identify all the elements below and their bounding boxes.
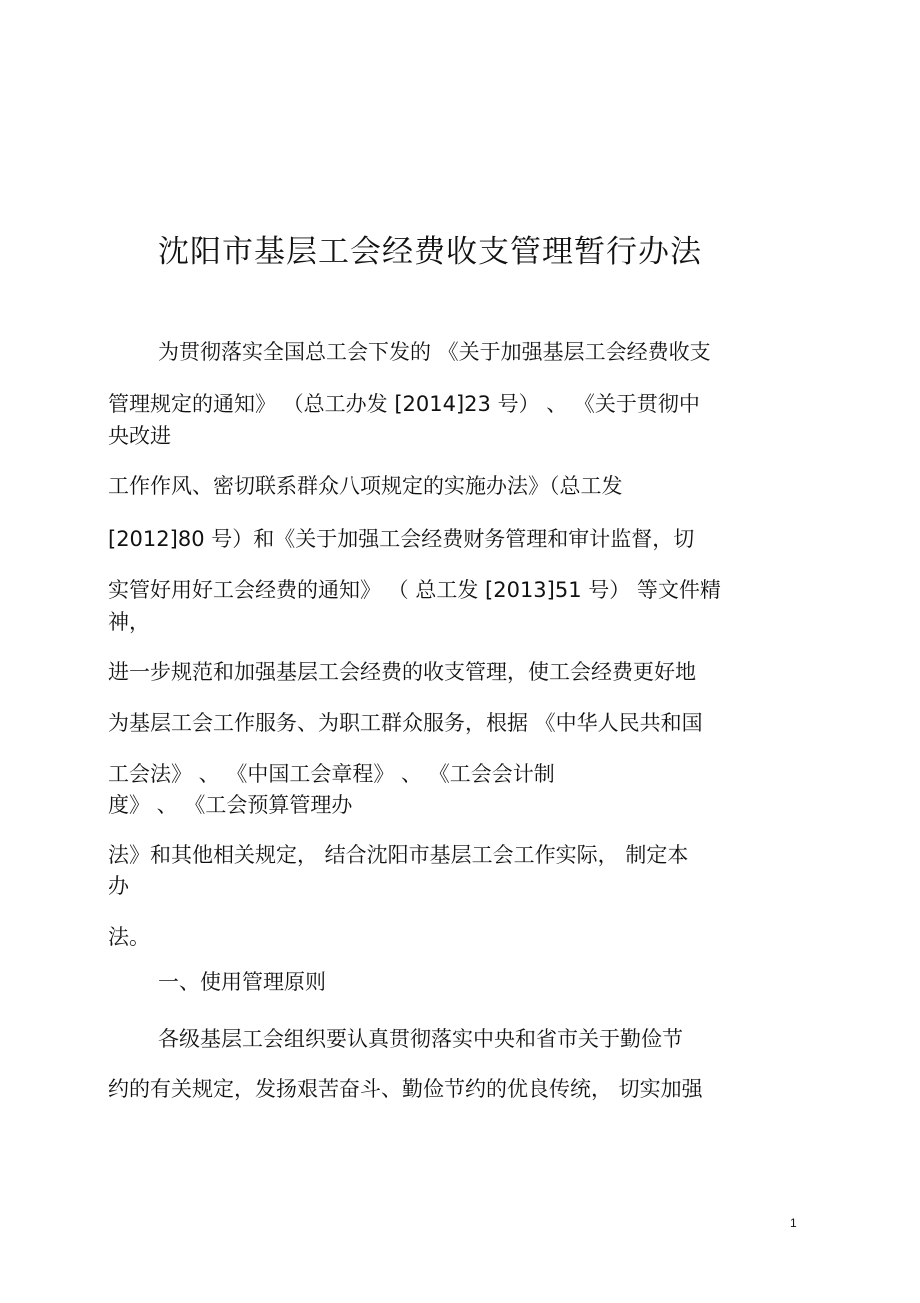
paragraph-line: 度》 、 《工会预算管理办 (108, 793, 353, 817)
paragraph-line: 为基层工会工作服务、为职工群众服务，根据 《中华人民共和国 (108, 711, 703, 735)
paragraph-line: 各级基层工会组织要认真贯彻落实中央和省市关于勤俭节 (158, 1027, 683, 1051)
paragraph-line: 约的有关规定，发扬艰苦奋斗、勤俭节约的优良传统， 切实加强 (108, 1077, 703, 1101)
paragraph-line: 法。 (108, 925, 150, 949)
paragraph-line: 神， (108, 610, 150, 634)
paragraph-line: 进一步规范和加强基层工会经费的收支管理，使工会经费更好地 (108, 660, 696, 684)
paragraph-line: 工作作风、密切联系群众八项规定的实施办法》（总工发 (108, 474, 623, 498)
paragraph-line: 办 (108, 874, 129, 898)
document-title: 沈阳市基层工会经费收支管理暂行办法 (158, 234, 702, 270)
paragraph-line: 工会法》 、 《中国工会章程》 、 《工会会计制 (108, 762, 555, 786)
paragraph-line: 管理规定的通知》 （总工办发 [2014]23 号） 、 《关于贯彻中 (108, 392, 700, 416)
section-heading: 一、使用管理原则 (158, 970, 326, 994)
paragraph-line: 实管好用好工会经费的通知》 （ 总工发 [2013]51 号） 等文件精 (108, 578, 721, 602)
page-number: 1 (790, 1216, 797, 1230)
paragraph-line: [2012]80 号）和《关于加强工会经费财务管理和审计监督，切 (108, 527, 695, 551)
paragraph-line: 法》和其他相关规定， 结合沈阳市基层工会工作实际， 制定本 (108, 843, 689, 867)
paragraph-line: 为贯彻落实全国总工会下发的 《关于加强基层工会经费收支 (158, 340, 711, 364)
paragraph-line: 央改进 (108, 424, 171, 448)
